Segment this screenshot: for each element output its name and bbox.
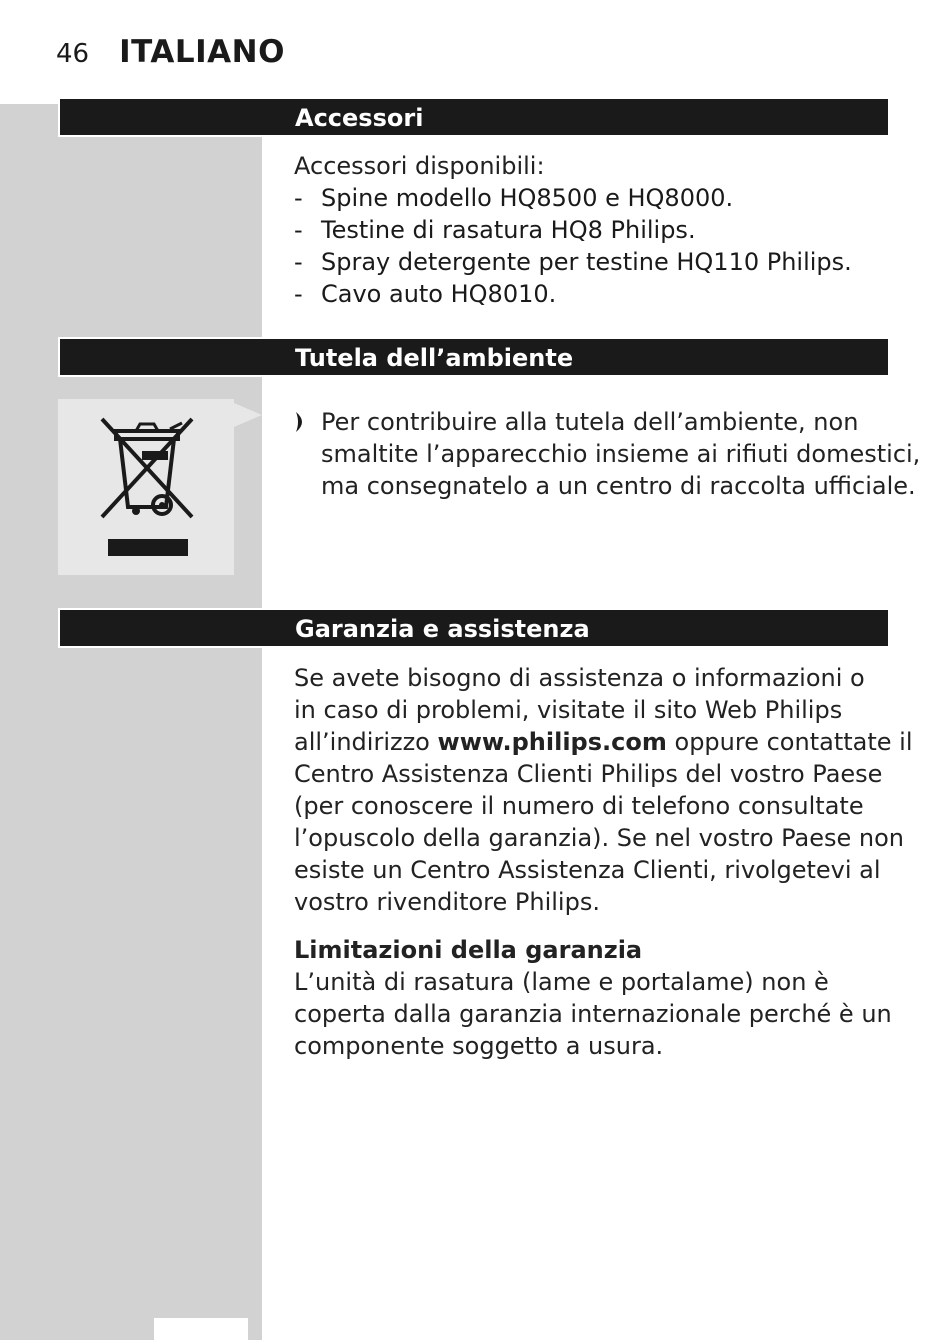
section-bar-ambiente <box>58 337 890 377</box>
bullet-marker-icon <box>294 410 308 439</box>
ambiente-text: Per contribuire alla tutela dell’ambiente, non smaltite l’apparecchio insieme ai rifiuti domestici, ma consegnatelo a un centro di raccolta ufficiale. <box>321 408 921 500</box>
section-title-accessori: Accessori <box>295 104 424 132</box>
page-number: 46 <box>56 39 90 69</box>
accessori-list <box>294 182 852 310</box>
section-title-garanzia: Garanzia e assistenza <box>295 615 590 643</box>
footer-block <box>154 1318 248 1340</box>
list-item: - Spray detergente per testine HQ110 Philips. <box>294 248 852 276</box>
garanzia-limitazioni: Limitazioni della garanzia L’unità di rasatura (lame e portalame) non è coperta dalla garanzia internazionale perché è un componente soggetto a usura. <box>294 934 894 1062</box>
list-item: - Testine di rasatura HQ8 Philips. <box>294 216 696 244</box>
page-header <box>56 34 285 74</box>
section-bar-garanzia <box>58 608 890 648</box>
subheading-limitazioni: Limitazioni della garanzia <box>294 936 643 964</box>
accessori-intro: Accessori disponibili: <box>294 152 545 180</box>
weee-crossed-bin-icon <box>58 399 234 575</box>
weee-icon-panel <box>58 399 234 575</box>
list-item: - Spine modello HQ8500 e HQ8000. <box>294 184 734 212</box>
garanzia-text: Se avete bisogno di assistenza o informazioni o in caso di problemi, visitate il sito Web Philips all’indirizzo www.philips.com oppure contattate il Centro Assistenza Clienti Philips del vostro Paese (per conoscere il numero di telefono consultate l’opuscolo della garanzia). Se nel vostro Paese non esiste un Centro Assistenza Clienti, rivolgetevi al vostro rivenditore Philips. <box>294 664 913 916</box>
list-item: - Cavo auto HQ8010. <box>294 280 557 308</box>
weee-pointer <box>234 403 262 427</box>
section-title-ambiente: Tutela dell’ambiente <box>295 344 574 372</box>
left-margin-panel <box>0 104 262 1340</box>
philips-website-link[interactable]: www.philips.com <box>437 728 667 756</box>
section-bar-accessori <box>58 97 890 137</box>
language-title: ITALIANO <box>119 34 285 70</box>
